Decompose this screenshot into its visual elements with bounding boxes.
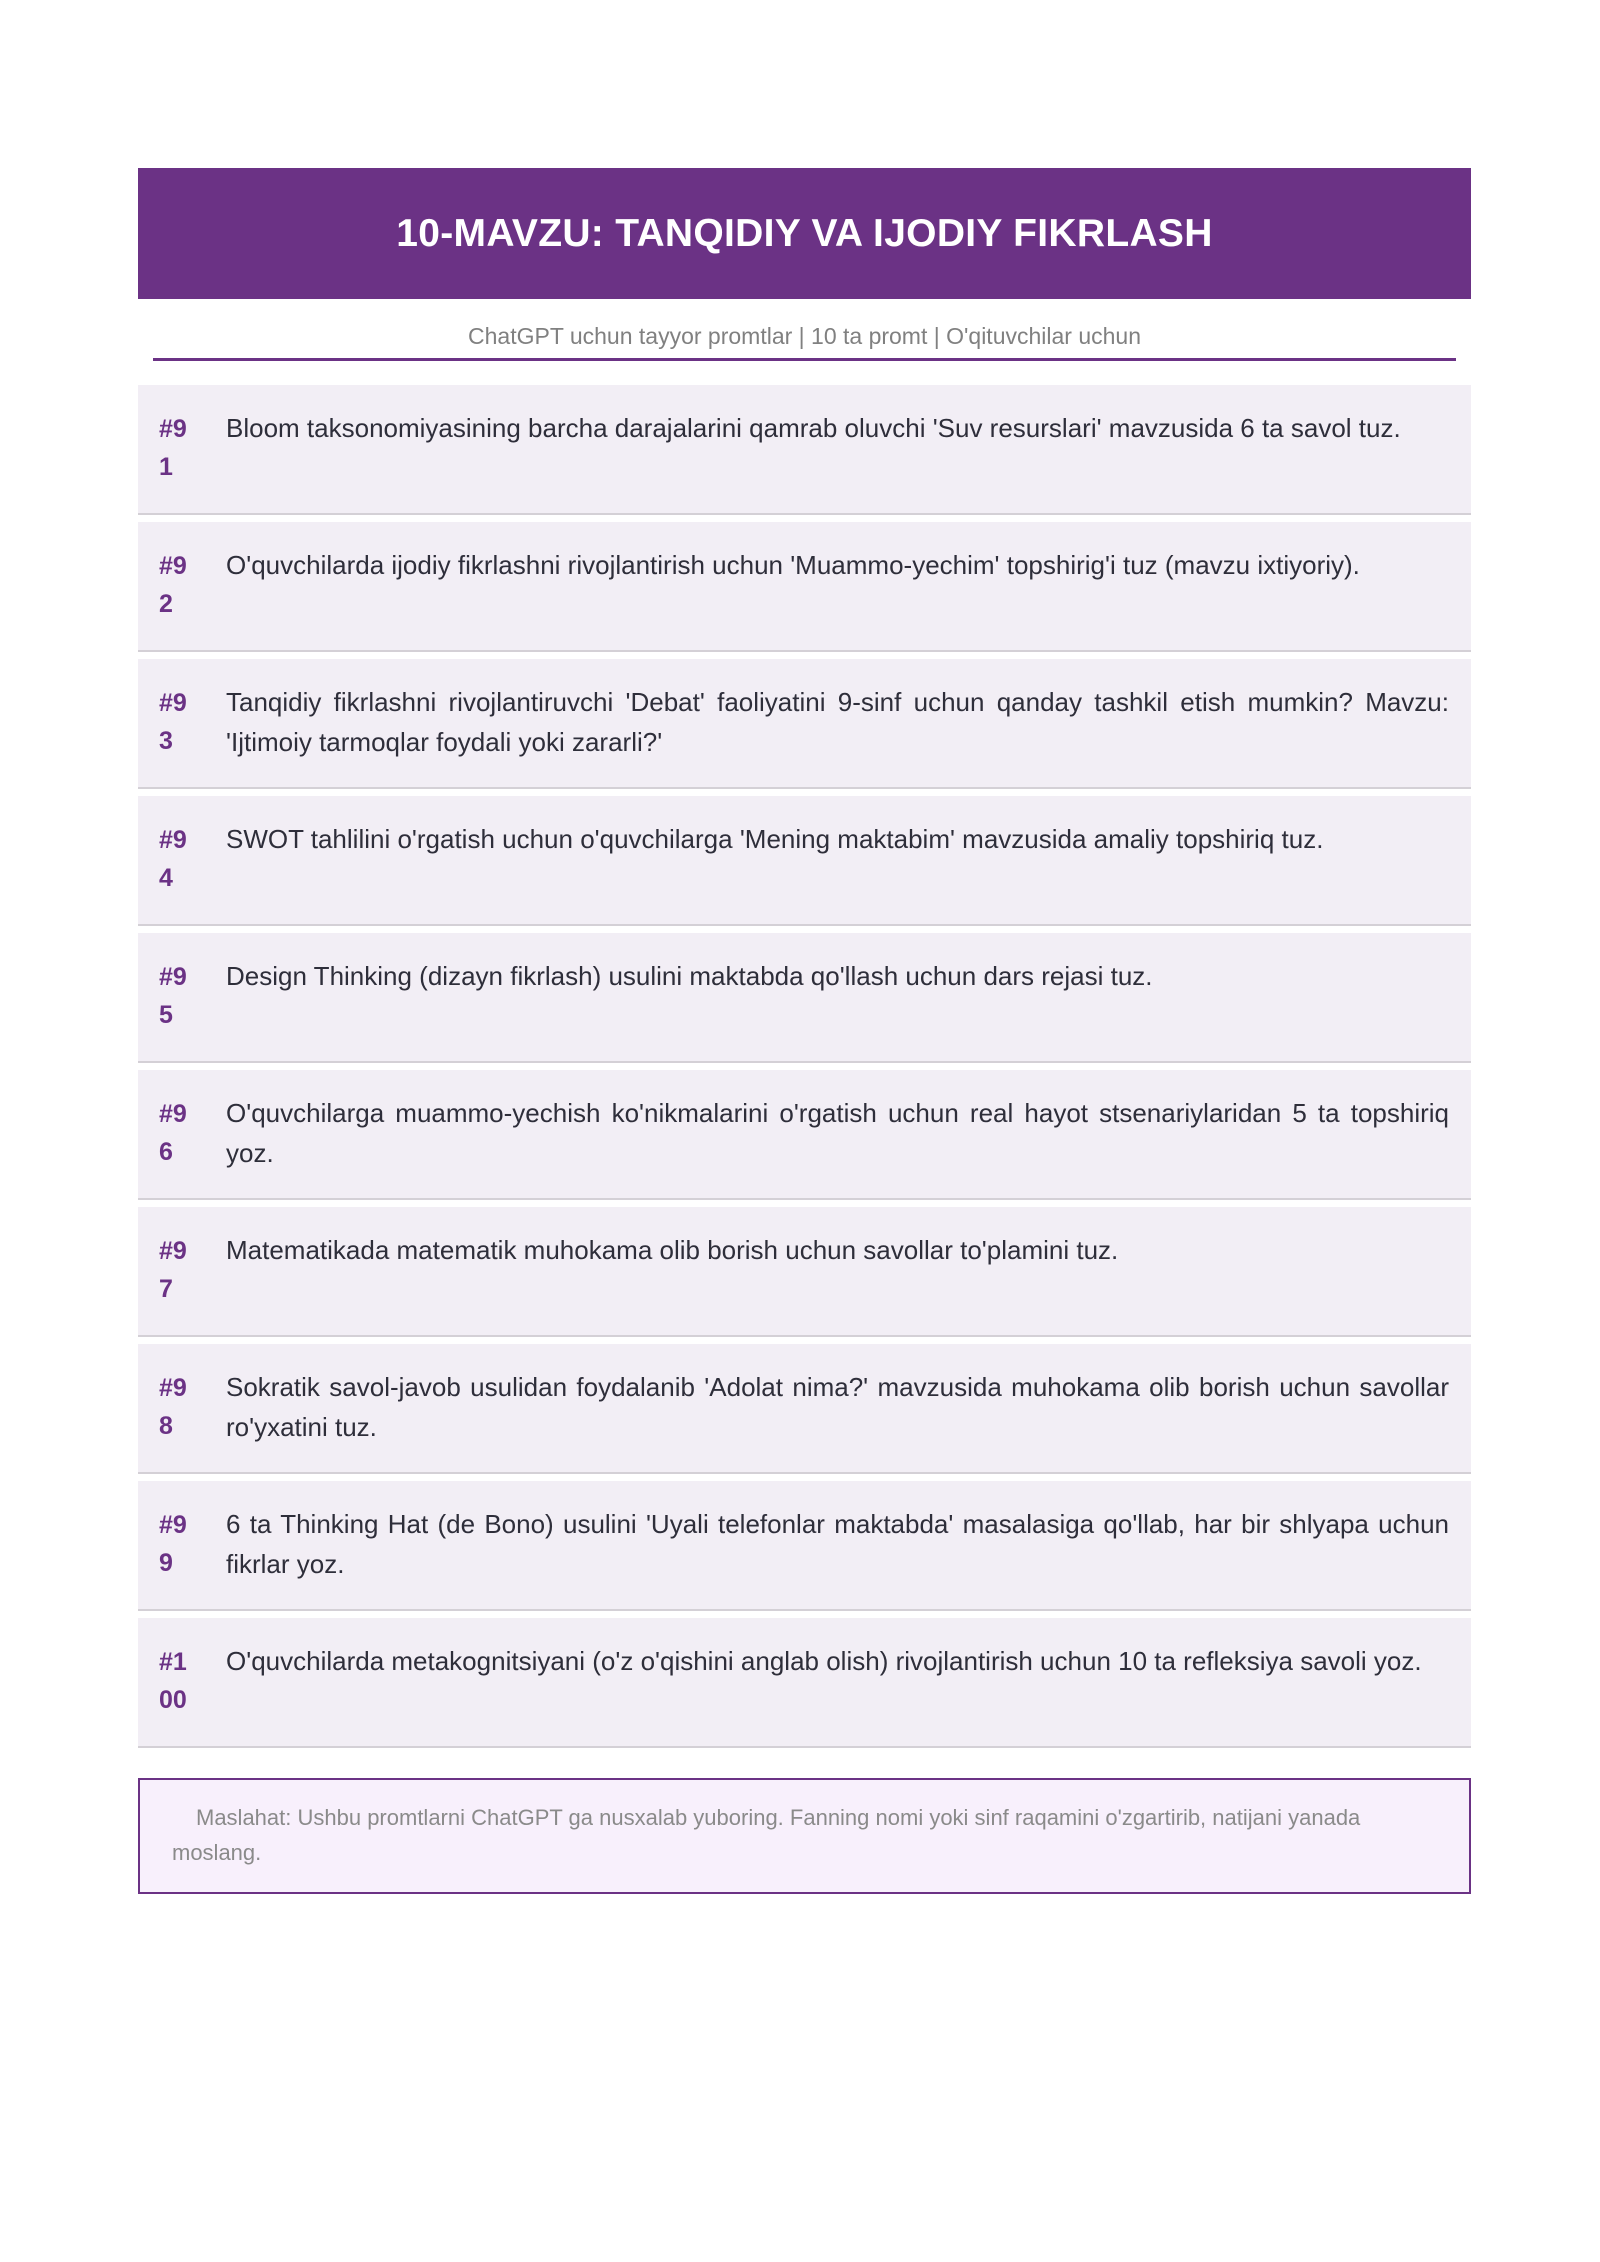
- subtitle-divider: [153, 358, 1456, 361]
- prompt-number: #9 5: [159, 963, 187, 1029]
- prompt-item-96: [138, 1070, 1471, 1200]
- prompt-number: #9 2: [159, 552, 187, 618]
- prompt-number: #1 00: [159, 1648, 187, 1714]
- prompt-text: Tanqidiy fikrlashni rivojlantiruvchi 'Debat' faoliyatini 9-sinf uchun qanday tashkil etish mumkin? Mavzu: 'Ijtimoiy tarmoqlar foydali yoki zararli?': [226, 687, 1449, 757]
- prompt-number: #9 3: [159, 689, 187, 755]
- tip-box: [138, 1778, 1471, 1894]
- prompt-item-100: [138, 1618, 1471, 1748]
- tip-text: Maslahat: Ushbu promtlarni ChatGPT ga nusxalab yuboring. Fanning nomi yoki sinf raqamini o'zgartirib, natijani yanada moslang.: [172, 1805, 1361, 1865]
- prompt-item-98: [138, 1344, 1471, 1474]
- prompt-text: O'quvchilarga muammo-yechish ko'nikmalarini o'rgatish uchun real hayot stsenariylaridan 5 ta topshiriq yoz.: [226, 1098, 1449, 1168]
- document-page: [138, 168, 1471, 1894]
- page-title: 10-MAVZU: TANQIDIY VA IJODIY FIKRLASH: [396, 211, 1213, 255]
- prompt-number: #9 7: [159, 1237, 187, 1303]
- prompt-text: 6 ta Thinking Hat (de Bono) usulini 'Uyali telefonlar maktabda' masalasiga qo'llab, har bir shlyapa uchun fikrlar yoz.: [226, 1509, 1449, 1579]
- prompt-text: O'quvchilarda metakognitsiyani (o'z o'qishini anglab olish) rivojlantirish uchun 10 ta refleksiya savoli yoz.: [226, 1646, 1422, 1676]
- prompt-text: Matematikada matematik muhokama olib borish uchun savollar to'plamini tuz.: [226, 1235, 1119, 1265]
- prompt-number: #9 8: [159, 1374, 187, 1440]
- prompt-number: #9 1: [159, 415, 187, 481]
- prompt-number: #9 4: [159, 826, 187, 892]
- prompt-text: Sokratik savol-javob usulidan foydalanib 'Adolat nima?' mavzusida muhokama olib borish uchun savollar ro'yxatini tuz.: [226, 1372, 1449, 1442]
- prompt-item-99: [138, 1481, 1471, 1611]
- prompt-item-92: [138, 522, 1471, 652]
- prompt-item-94: [138, 796, 1471, 926]
- prompt-text: O'quvchilarda ijodiy fikrlashni rivojlantirish uchun 'Muammo-yechim' topshirig'i tuz (mavzu ixtiyoriy).: [226, 550, 1360, 580]
- prompt-text: Bloom taksonomiyasining barcha darajalarini qamrab oluvchi 'Suv resurslari' mavzusida 6 ta savol tuz.: [226, 413, 1401, 443]
- prompt-item-95: [138, 933, 1471, 1063]
- prompt-item-97: [138, 1207, 1471, 1337]
- title-banner: [138, 168, 1471, 299]
- prompt-list: [138, 385, 1471, 1748]
- prompt-text: Design Thinking (dizayn fikrlash) usulini maktabda qo'llash uchun dars rejasi tuz.: [226, 961, 1153, 991]
- prompt-number: #9 9: [159, 1511, 187, 1577]
- prompt-item-91: [138, 385, 1471, 515]
- prompt-text: SWOT tahlilini o'rgatish uchun o'quvchilarga 'Mening maktabim' mavzusida amaliy topshiriq tuz.: [226, 824, 1324, 854]
- prompt-number: #9 6: [159, 1100, 187, 1166]
- prompt-item-93: [138, 659, 1471, 789]
- page-subtitle: ChatGPT uchun tayyor promtlar | 10 ta promt | O'qituvchilar uchun: [468, 323, 1141, 349]
